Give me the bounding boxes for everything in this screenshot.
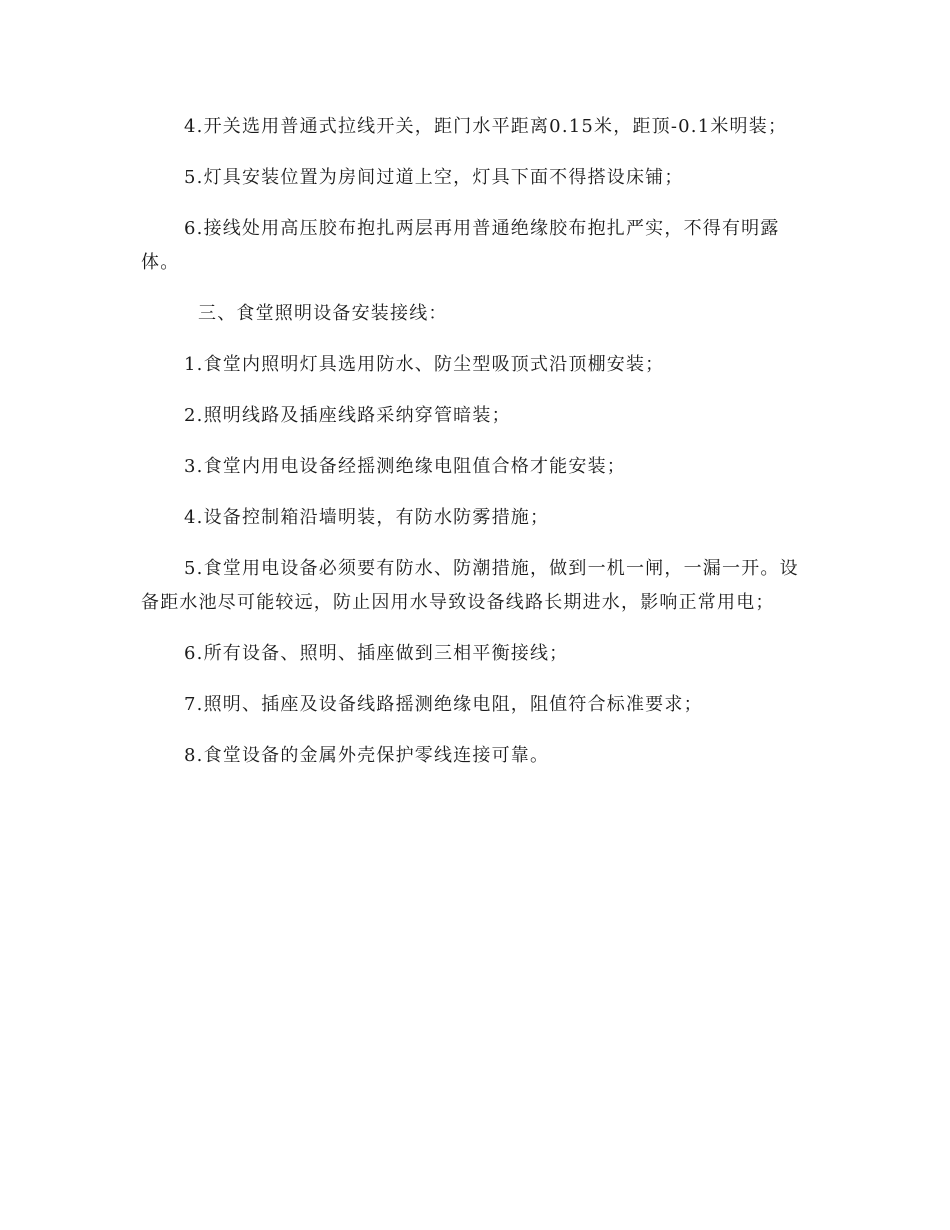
paragraph-canteen-lamps: 1.食堂内照明灯具选用防水、防尘型吸顶式沿顶棚安装； bbox=[184, 354, 665, 375]
paragraph-three-phase-balance: 6.所有设备、照明、插座做到三相平衡接线； bbox=[184, 643, 569, 664]
paragraph-control-box: 4.设备控制箱沿墙明装，有防水防雾措施； bbox=[184, 507, 550, 528]
paragraph-wire-taping: 6.接线处用高压胶布抱扎两层再用普通绝缘胶布抱扎严实，不得有明露体。 bbox=[141, 218, 780, 273]
paragraph-waterproof-measures: 5.食堂用电设备必须要有防水、防潮措施，做到一机一闸，一漏一开。设备距水池尽可能较远，防止因用水导致设备线路长期进水，影响正常用电； bbox=[141, 558, 799, 613]
paragraph-insulation-test: 3.食堂内用电设备经摇测绝缘电阻值合格才能安装； bbox=[184, 456, 626, 477]
paragraph-conduit-wiring: 2.照明线路及插座线路采纳穿管暗装； bbox=[184, 405, 511, 426]
paragraph-lamp-position: 5.灯具安装位置为房间过道上空，灯具下面不得搭设床铺； bbox=[184, 167, 684, 188]
paragraph-switch-install: 4.开关选用普通式拉线开关，距门水平距离0.15米，距顶-0.1米明装； bbox=[184, 116, 788, 137]
section-heading-canteen-lighting: 三、食堂照明设备安装接线： bbox=[198, 303, 448, 324]
paragraph-insulation-resistance: 7.照明、插座及设备线路摇测绝缘电阻，阻值符合标准要求； bbox=[184, 694, 703, 715]
document-body bbox=[141, 110, 809, 790]
paragraph-grounding: 8.食堂设备的金属外壳保护零线连接可靠。 bbox=[184, 745, 550, 766]
